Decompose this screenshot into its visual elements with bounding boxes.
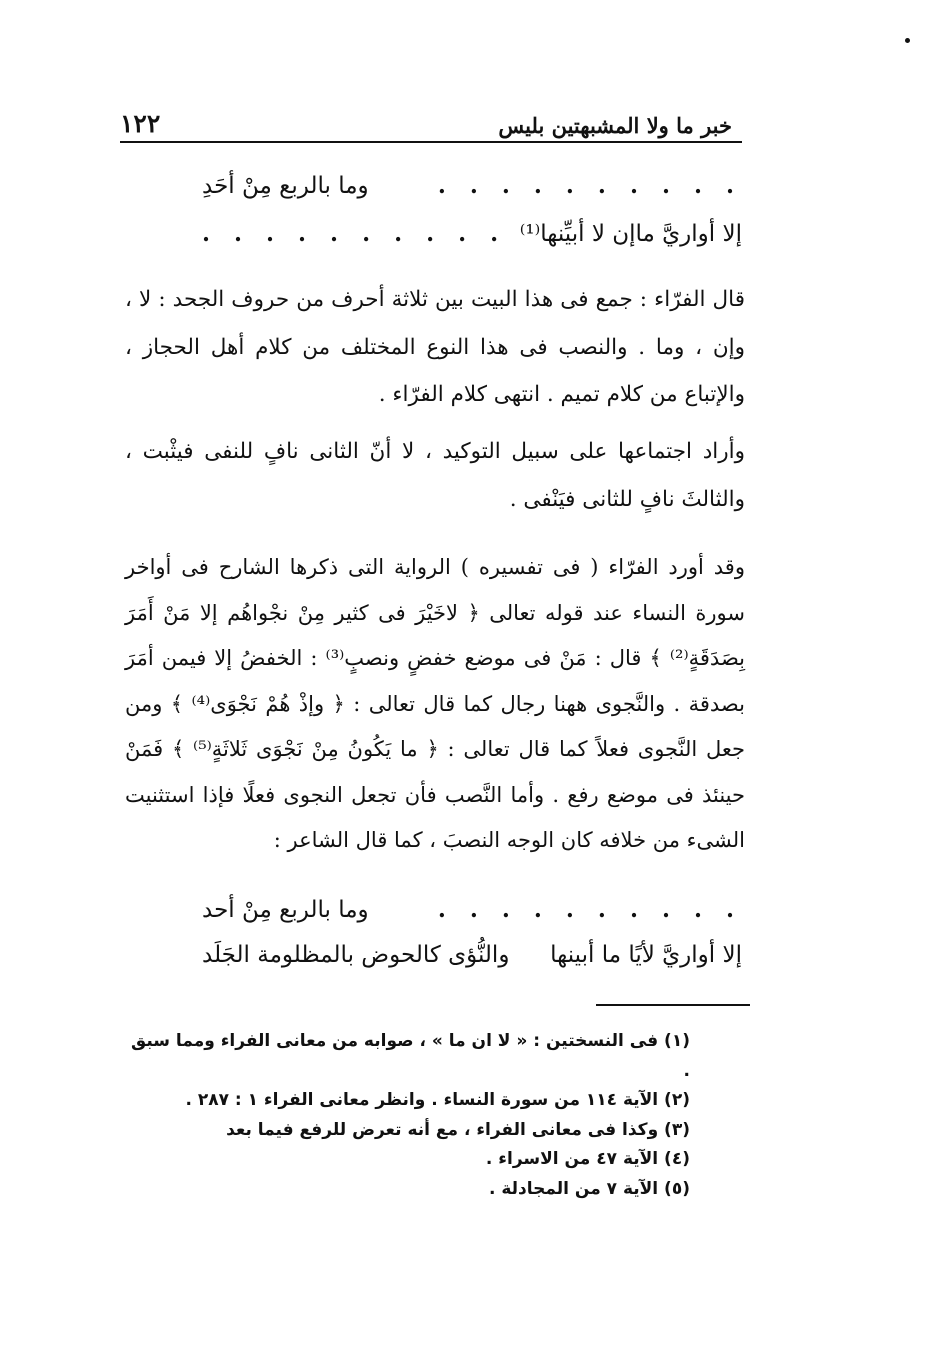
verse-1-line-1-first-hemistich: . . . . . . . . . . bbox=[437, 172, 742, 199]
paragraph-3: وقد أورد الفرّاء ( فى تفسيره ) الرواية التى ذكرها الشارح فى أواخر سورة النساء عند قوله تعالى ﴿ لاخَيْرَ فى كثير مِنْ نجْواهُم إلا مَنْ أَمَرَ بِصَدَقَةٍ⁽²⁾ ﴾ قال : مَنْ فى موضع خفضٍ ونصبٍ⁽³⁾ : الخفضُ إلا فيمن أمَرَ بصدقة . والنَّجوى ههنا رجال كما قال تعالى : ﴿ وإذْ هُمْ نَجْوَى⁽⁴⁾ ﴾ ومن جعل النَّجوى فعلاً كما قال تعالى : ﴿ ما يَكُونُ مِنْ نَجْوَى ثَلاثَةٍ⁽⁵⁾ ﴾ فَمَنْ حينئذ فى موضع رفع . وأما النَّصب فأن تجعل النجوى فعلًا فإذا استثنيت الشىء من خلافه كان الوجه النصبَ ، كما قال الشاعر : bbox=[125, 555, 746, 852]
verse-1-line-1 bbox=[202, 172, 742, 199]
speck-mark bbox=[905, 38, 910, 43]
footnotes bbox=[130, 1027, 690, 1204]
verse-1-line-2-first-hemistich: إلا أواريَّ ماإن لا أبيِّنها⁽¹⁾ bbox=[519, 221, 742, 247]
footnote-5: (٥) الآية ٧ من المجادلة . bbox=[488, 1178, 690, 1199]
running-title: خبر ما ولا المشبهتين بليس bbox=[498, 113, 732, 138]
footnote-2: (٢) الآية ١١٤ من سورة النساء . وانظر معانى الفراء ١ : ٢٨٧ . bbox=[185, 1090, 690, 1110]
verse-2-line-2 bbox=[202, 942, 742, 968]
page-header bbox=[120, 104, 732, 138]
verse-2-line-2-second-hemistich: والنُّؤى كالحوض بالمظلومة الجَلَد bbox=[202, 942, 510, 968]
footnote-4: (٤) الآية ٤٧ من الاسراء . bbox=[485, 1149, 690, 1169]
verse-2-line-1 bbox=[202, 896, 742, 923]
paragraph-2: وأراد اجتماعها على سبيل التوكيد ، لا أنّ الثانى نافٍ للنفى فيثْبت ، والثالثَ نافٍ للثانى فيَنْفى . bbox=[125, 439, 745, 512]
verse-2-line-2-first-hemistich: إلا أواريَّ لأيًا ما أبينها bbox=[550, 942, 742, 968]
header-rule bbox=[120, 141, 742, 143]
verse-1-line-2-second-hemistich: . . . . . . . . . . bbox=[202, 220, 507, 247]
verse-1-line-2 bbox=[202, 220, 742, 247]
footnote-1: (١) فى النسختين : « لا ان ما » ، صوابه من معانى الفراء ومما سبق . bbox=[131, 1031, 690, 1081]
verse-2-line-1-second-hemistich: وما بالربع مِنْ أحد bbox=[202, 897, 369, 923]
verse-2-line-1-first-hemistich: . . . . . . . . . . bbox=[437, 896, 742, 923]
footnote-3: (٣) وكذا فى معانى الفراء ، مع أنه تعرض للرفع فيما بعد bbox=[226, 1119, 690, 1140]
paragraph-1: قال الفرّاء : جمع فى هذا البيت بين ثلاثة أحرف من حروف الجحد : لا ، وإن ، وما . والنصب فى هذا النوع المختلف من كلام أهل الحجاز ، والإتباع من كلام تميم . انتهى كلام الفرّاء . bbox=[125, 287, 745, 407]
page-number: ١٢٢ bbox=[120, 109, 161, 138]
footnote-rule bbox=[596, 1004, 750, 1006]
verse-1-line-1-second-hemistich: وما بالربع مِنْ أحَدِ bbox=[202, 173, 369, 199]
